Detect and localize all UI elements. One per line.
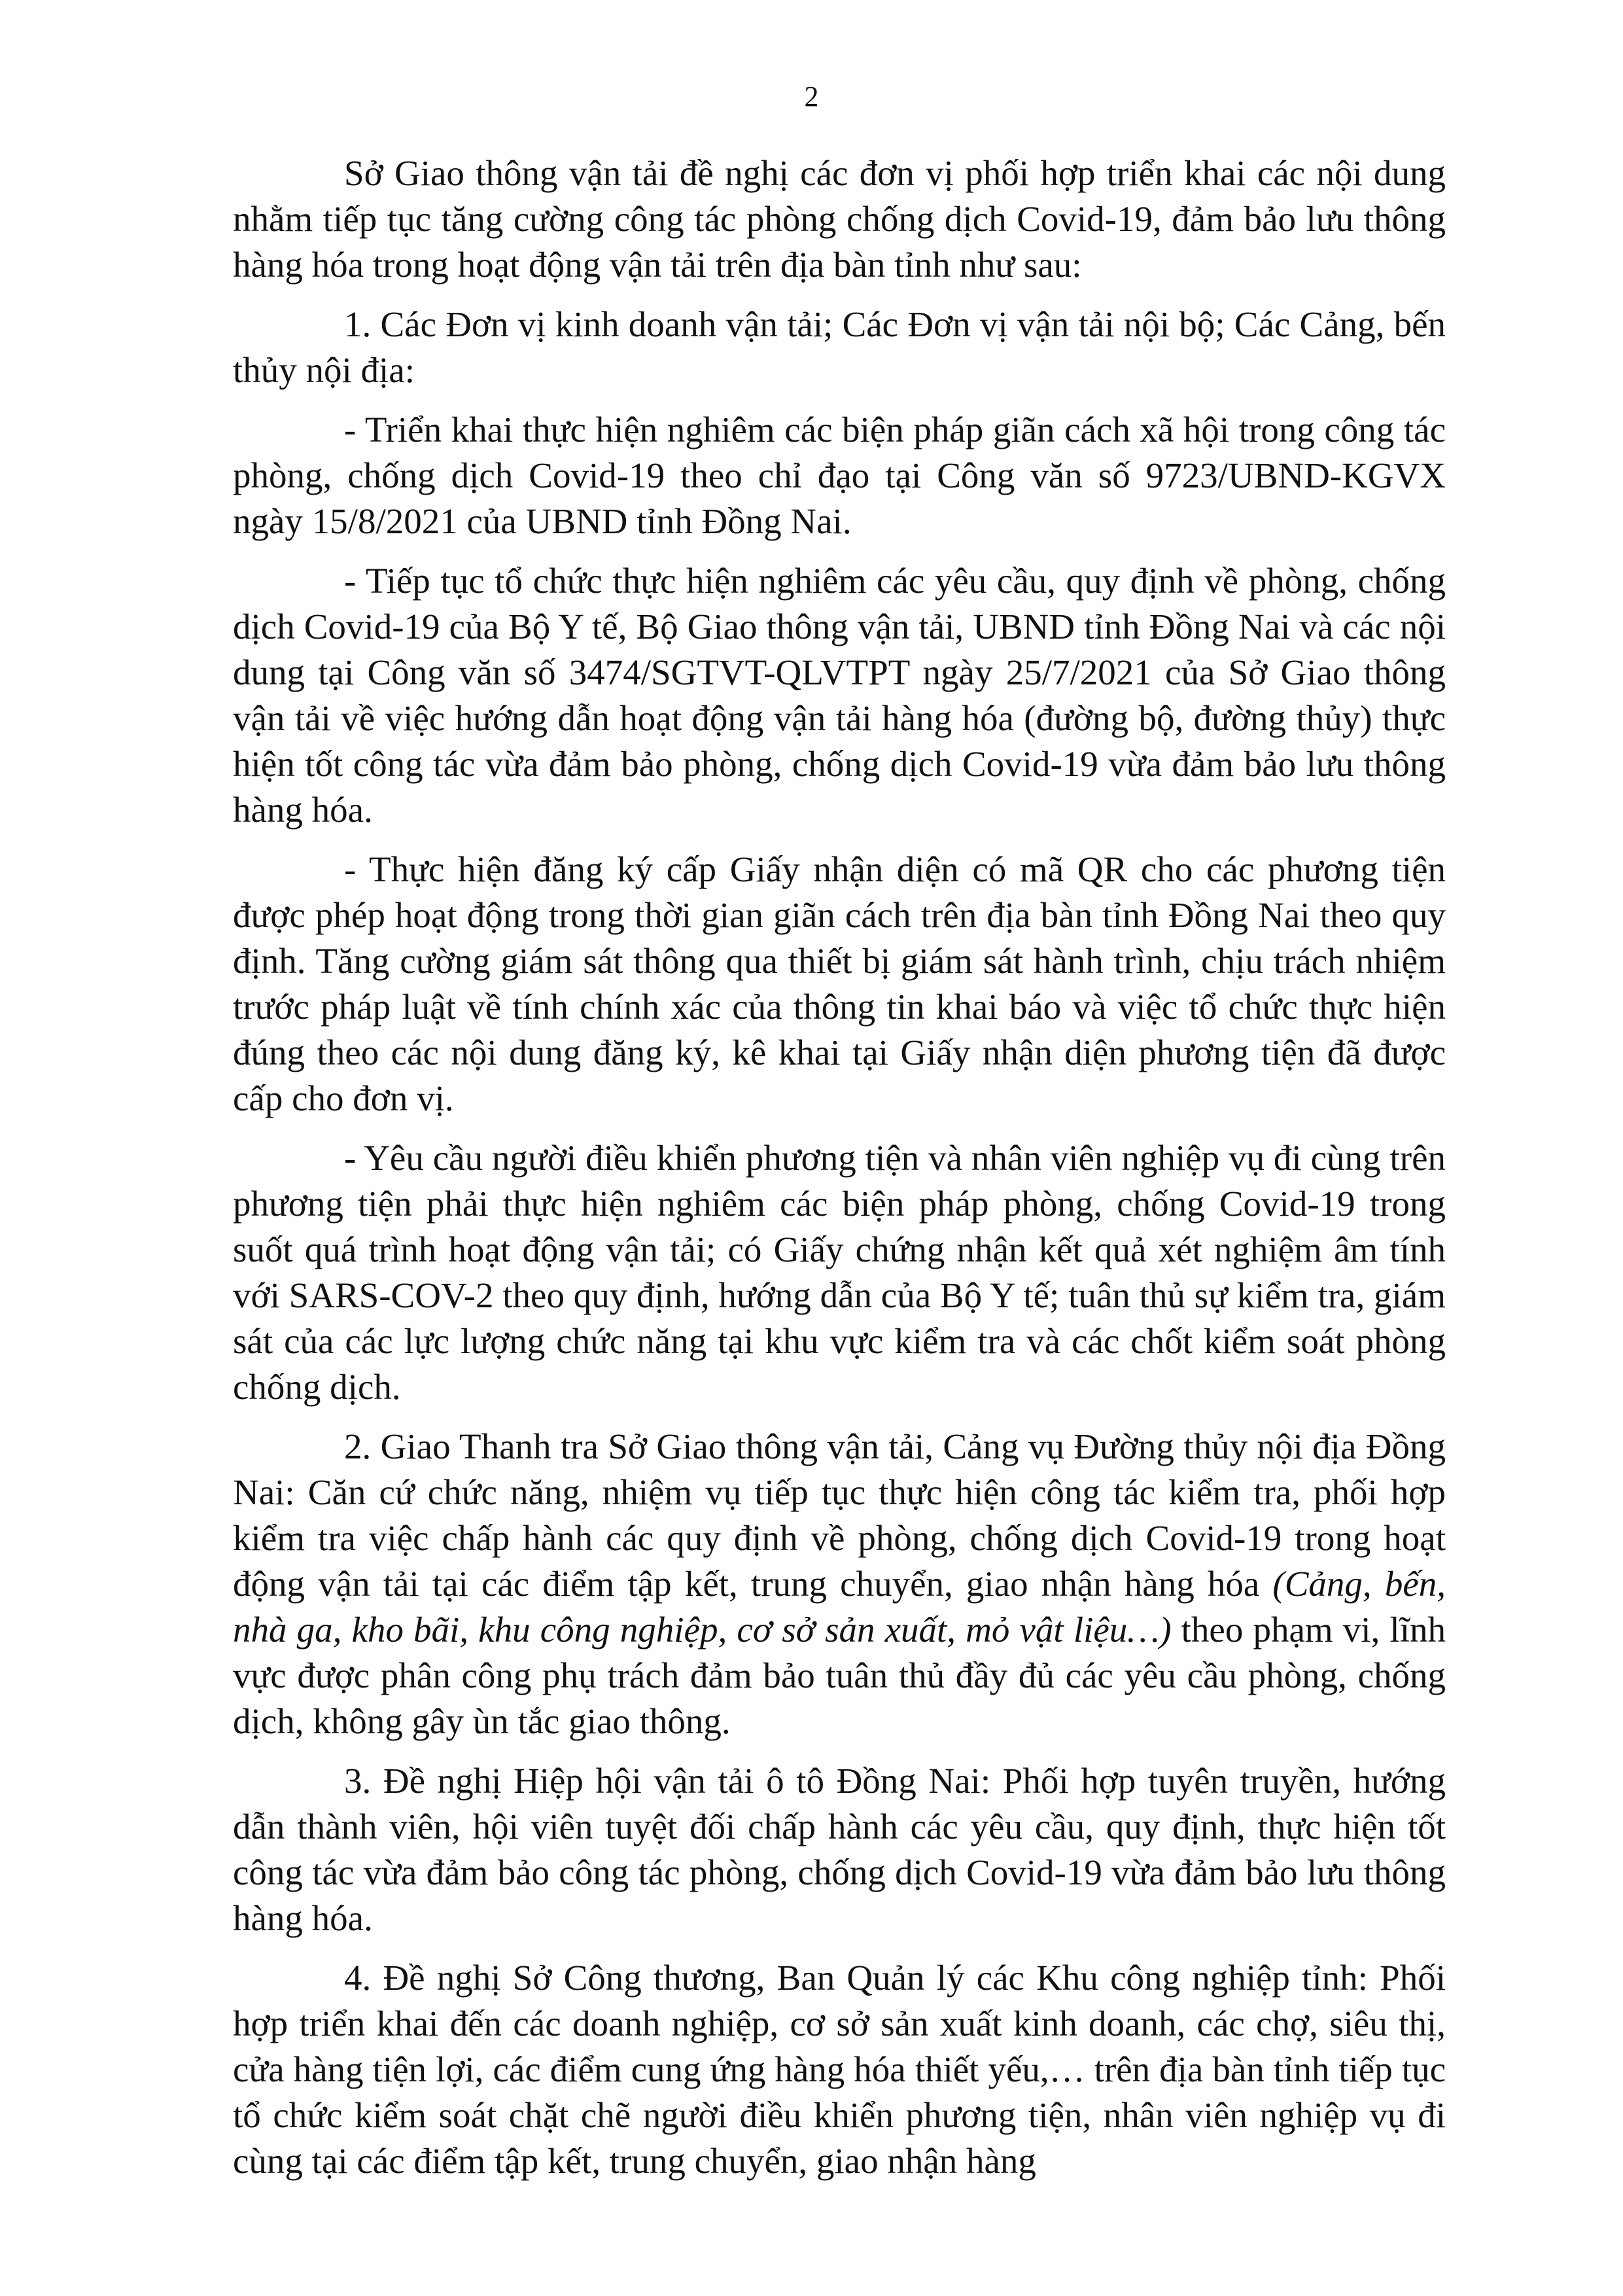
section-2-paragraph — [233, 1424, 1446, 1744]
section-1-item-qr-registration: - Thực hiện đăng ký cấp Giấy nhận diện có mã QR cho các phương tiện được phép hoạt động trong thời gian giãn cách trên địa bàn tỉnh Đồng Nai theo quy định. Tăng cường giám sát thông qua thiết bị giám sát hành trình, chịu trách nhiệm trước pháp luật về tính chính xác của thông tin khai báo và việc tổ chức thực hiện đúng theo các nội dung đăng ký, kê khai tại Giấy nhận diện phương tiện đã được cấp cho đơn vị. — [233, 849, 1446, 1118]
section-1-item-social-distancing: - Triển khai thực hiện nghiêm các biện pháp giãn cách xã hội trong công tác phòng, chống dịch Covid-19 theo chỉ đạo tại Công văn số 9723/UBND-KGVX ngày 15/8/2021 của UBND tỉnh Đồng Nai. — [233, 410, 1446, 541]
section-2-italic-text: (Cảng, bến, nhà ga, kho bãi, khu công nghiệp, cơ sở sản xuất, mỏ vật liệu…) — [233, 1564, 1446, 1650]
section-3-paragraph: 3. Đề nghị Hiệp hội vận tải ô tô Đồng Nai: Phối hợp tuyên truyền, hướng dẫn thành viên, hội viên tuyệt đối chấp hành các yêu cầu, quy định, thực hiện tốt công tác vừa đảm bảo công tác phòng, chống dịch Covid-19 vừa đảm bảo lưu thông hàng hóa. — [233, 1761, 1446, 1938]
section-1-item-regulations: - Tiếp tục tổ chức thực hiện nghiêm các yêu cầu, quy định về phòng, chống dịch Covid-19 của Bộ Y tế, Bộ Giao thông vận tải, UBND tỉnh Đồng Nai và các nội dung tại Công văn số 3474/SGTVT-QLVTPT ngày 25/7/2021 của Sở Giao thông vận tải về việc hướng dẫn hoạt động vận tải hàng hóa (đường bộ, đường thủy) thực hiện tốt công tác vừa đảm bảo phòng, chống dịch Covid-19 vừa đảm bảo lưu thông hàng hóa. — [233, 561, 1446, 830]
section-4-paragraph: 4. Đề nghị Sở Công thương, Ban Quản lý các Khu công nghiệp tỉnh: Phối hợp triển khai đến các doanh nghiệp, cơ sở sản xuất kinh doanh, các chợ, siêu thị, cửa hàng tiện lợi, các điểm cung ứng hàng hóa thiết yếu,… trên địa bàn tỉnh tiếp tục tổ chức kiểm soát chặt chẽ người điều khiển phương tiện, nhân viên nghiệp vụ đi cùng tại các điểm tập kết, trung chuyển, giao nhận hàng — [233, 1958, 1446, 2181]
section-2-text-after: theo phạm vi, lĩnh vực được phân công phụ trách đảm bảo tuân thủ đầy đủ các yêu cầu phòng, chống dịch, không gây ùn tắc giao thông. — [233, 1610, 1446, 1741]
section-1-heading: 1. Các Đơn vị kinh doanh vận tải; Các Đơn vị vận tải nội bộ; Các Cảng, bến thủy nội địa: — [233, 304, 1446, 390]
section-1-item-driver-requirements: - Yêu cầu người điều khiển phương tiện và nhân viên nghiệp vụ đi cùng trên phương tiện phải thực hiện nghiêm các biện pháp phòng, chống Covid-19 trong suốt quá trình hoạt động vận tải; có Giấy chứng nhận kết quả xét nghiệm âm tính với SARS-COV-2 theo quy định, hướng dẫn của Bộ Y tế; tuân thủ sự kiểm tra, giám sát của các lực lượng chức năng tại khu vực kiểm tra và các chốt kiểm soát phòng chống dịch. — [233, 1138, 1446, 1407]
page-number: 2 — [804, 80, 819, 113]
intro-paragraph: Sở Giao thông vận tải đề nghị các đơn vị phối hợp triển khai các nội dung nhằm tiếp tục tăng cường công tác phòng chống dịch Covid-19, đảm bảo lưu thông hàng hóa trong hoạt động vận tải trên địa bàn tỉnh như sau: — [233, 153, 1446, 285]
document-body — [233, 150, 1446, 2184]
section-2-text-before: 2. Giao Thanh tra Sở Giao thông vận tải, Cảng vụ Đường thủy nội địa Đồng Nai: Căn cứ chức năng, nhiệm vụ tiếp tục thực hiện công tác kiểm tra, phối hợp kiểm tra việc chấp hành các quy định về phòng, chống dịch Covid-19 trong hoạt động vận tải tại các điểm tập kết, trung chuyển, giao nhận hàng hóa — [233, 1426, 1446, 1604]
